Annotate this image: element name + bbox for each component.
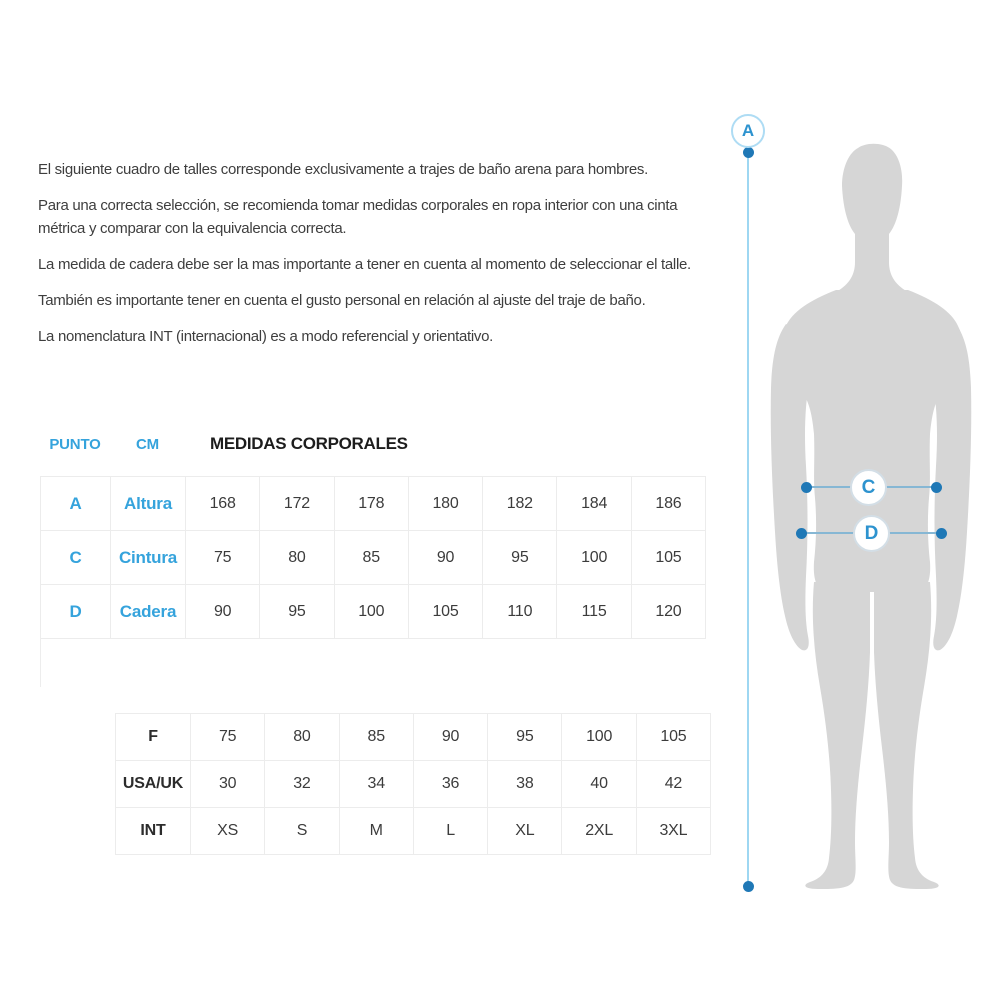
marker-badge-cintura: C [850,469,887,506]
size-value-cell: 32 [265,761,339,808]
hip-line-left-dot [796,528,807,539]
intro-paragraph-3: La medida de cadera debe ser la mas importante a tener en cuenta al momento de seleccionar el talle. [38,256,691,273]
hip-line-right-dot [936,528,947,539]
size-value-cell: 90 [413,714,487,761]
measure-value-cell: 105 [631,531,705,585]
size-value-cell: 30 [191,761,265,808]
silhouette-left-leg [805,582,870,889]
size-value-cell: 100 [562,714,636,761]
measure-value-cell: 178 [334,477,408,531]
size-value-cell: 85 [339,714,413,761]
size-value-cell: 40 [562,761,636,808]
size-value-cell: 2XL [562,808,636,855]
measure-value-cell: 120 [631,585,705,639]
waist-line-left-dot [801,482,812,493]
size-row [116,808,711,855]
size-system-cell: INT [116,808,191,855]
size-value-cell: 42 [636,761,710,808]
height-line-bottom-dot [743,881,754,892]
size-system-cell: USA/UK [116,761,191,808]
measure-value-cell: 75 [186,531,260,585]
measure-value-cell: 110 [483,585,557,639]
measure-name-cell: Altura [111,477,186,531]
measure-value-cell: 90 [408,531,482,585]
size-value-cell: 34 [339,761,413,808]
measure-value-cell: 85 [334,531,408,585]
measurements-row [41,531,706,585]
measurements-table-title: MEDIDAS CORPORALES [210,434,408,453]
intro-paragraph-2: Para una correcta selección, se recomienda tomar medidas corporales en ropa interior con una cinta métrica y comparar con la equivalencia correcta. [38,197,678,237]
intro-paragraph-4: También es importante tener en cuenta el gusto personal en relación al ajuste del traje de baño. [38,292,646,309]
body-measurements-table [40,476,706,639]
size-row [116,761,711,808]
measure-value-cell: 90 [186,585,260,639]
measure-value-cell: 172 [260,477,334,531]
measurements-row [41,477,706,531]
height-line-top-dot [743,147,754,158]
marker-badge-altura: A [731,114,765,148]
measure-value-cell: 80 [260,531,334,585]
measure-name-cell: Cintura [111,531,186,585]
measure-value-cell: 180 [408,477,482,531]
measure-value-cell: 184 [557,477,631,531]
size-value-cell: 105 [636,714,710,761]
height-measure-line [747,152,749,886]
punto-cell: C [41,531,111,585]
size-value-cell: S [265,808,339,855]
size-value-cell: XS [191,808,265,855]
size-equivalence-table [115,713,711,855]
measure-value-cell: 100 [557,531,631,585]
measure-value-cell: 115 [557,585,631,639]
measure-value-cell: 95 [483,531,557,585]
punto-cell: D [41,585,111,639]
measurements-row [41,585,706,639]
table-left-border-stub [40,632,41,687]
size-value-cell: 36 [413,761,487,808]
column-header-punto: PUNTO [49,436,101,453]
size-value-cell: 3XL [636,808,710,855]
waist-line-right-dot [931,482,942,493]
punto-cell: A [41,477,111,531]
size-value-cell: 38 [488,761,562,808]
silhouette-head [834,144,910,293]
measure-value-cell: 100 [334,585,408,639]
column-header-cm: CM [136,436,159,453]
measure-value-cell: 186 [631,477,705,531]
measurements-table-header [40,436,705,460]
measure-value-cell: 182 [483,477,557,531]
measure-value-cell: 95 [260,585,334,639]
size-value-cell: XL [488,808,562,855]
silhouette-right-leg [874,582,939,889]
size-value-cell: 80 [265,714,339,761]
size-value-cell: 95 [488,714,562,761]
size-row [116,714,711,761]
size-value-cell: L [413,808,487,855]
size-value-cell: M [339,808,413,855]
measure-value-cell: 105 [408,585,482,639]
intro-text [38,158,714,361]
size-system-cell: F [116,714,191,761]
measure-name-cell: Cadera [111,585,186,639]
size-value-cell: 75 [191,714,265,761]
intro-paragraph-1: El siguiente cuadro de talles corresponde exclusivamente a trajes de baño arena para hombres. [38,161,648,178]
intro-paragraph-5: La nomenclatura INT (internacional) es a modo referencial y orientativo. [38,328,494,345]
marker-badge-cadera: D [853,515,890,552]
measure-value-cell: 168 [186,477,260,531]
